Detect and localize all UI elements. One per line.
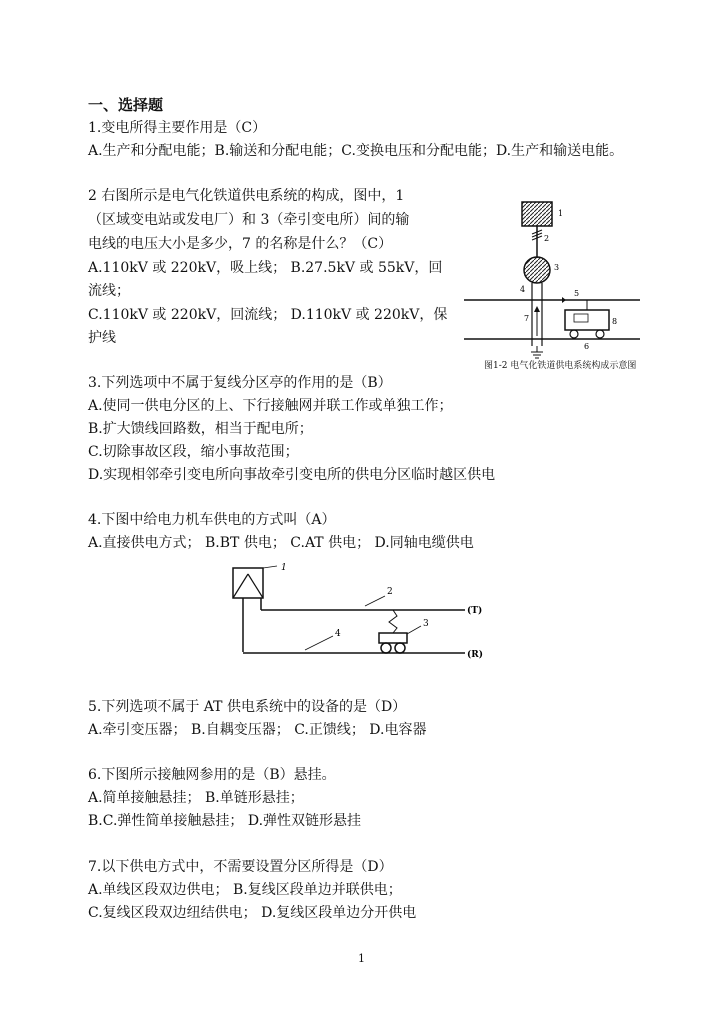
locomotive xyxy=(379,633,407,643)
q2-line: （区域变电站或发电厂）和 3（牵引变电所）间的输 xyxy=(88,212,410,228)
substation-box xyxy=(233,568,263,598)
figure-label: 4 xyxy=(520,285,526,294)
q3-option: D.实现相邻牵引变电所向事故牵引变电所的供电分区临时越区供电 xyxy=(88,467,496,483)
q2-line: C.110kV 或 220kV，回流线； D.110kV 或 220kV，保 xyxy=(88,307,448,323)
q5-options: A.牵引变压器； B.自耦变压器； C.正馈线； D.电容器 xyxy=(88,722,427,738)
q6-option: A.简单接触悬挂； B.单链形悬挂； xyxy=(88,790,304,806)
q7-option: A.单线区段双边供电； B.复线区段单边并联供电； xyxy=(88,882,402,898)
r-line-label: (R) xyxy=(467,650,483,660)
q3-option: C.切除事故区段，缩小事故范围； xyxy=(88,444,299,460)
q2-figure xyxy=(462,196,642,376)
t-line-label: (T) xyxy=(467,606,483,616)
q2-line: 护线 xyxy=(88,330,116,346)
q5-stem: 5.下列选项不属于 AT 供电系统中的设备的是（D） xyxy=(88,699,407,715)
q6-option: B.C.弹性简单接触悬挂； D.弹性双链形悬挂 xyxy=(88,813,362,829)
figure-label: 2 xyxy=(387,587,393,597)
q4-options: A.直接供电方式； B.BT 供电； C.AT 供电； D.同轴电缆供电 xyxy=(88,535,474,551)
q6-stem: 6.下图所示接触网参用的是（B）悬挂。 xyxy=(88,767,336,783)
figure-label: 7 xyxy=(524,314,530,323)
q4-stem: 4.下图中给电力机车供电的方式叫（A） xyxy=(88,512,336,528)
q7-stem: 7.以下供电方式中，不需要设置分区所得是（D） xyxy=(88,859,393,875)
q7-option: C.复线区段双边纽结供电； D.复线区段单边分开供电 xyxy=(88,905,417,921)
q2-line: A.110kV 或 220kV，吸上线； B.27.5kV 或 55kV，回 xyxy=(88,260,443,276)
figure-label: 4 xyxy=(335,629,341,639)
q2-line: 流线； xyxy=(88,283,130,299)
q3-stem: 3.下列选项中不属于复线分区亭的作用的是（B） xyxy=(88,375,392,391)
page-number: 1 xyxy=(358,952,365,965)
q1-options: A.生产和分配电能；B.输送和分配电能；C.变换电压和分配电能；D.生产和输送电能。 xyxy=(88,143,624,159)
power-plant-box xyxy=(522,202,552,226)
section-title: 一、选择题 xyxy=(88,96,164,114)
figure-label: 3 xyxy=(423,619,429,629)
figure-label: 6 xyxy=(584,342,590,351)
traction-substation xyxy=(524,257,550,283)
figure-label: 1 xyxy=(281,563,287,573)
figure-label: 2 xyxy=(544,234,550,243)
locomotive xyxy=(565,310,609,330)
figure-label: 1 xyxy=(558,209,564,218)
q1-stem: 1.变电所得主要作用是（C） xyxy=(88,120,267,136)
figure-label: 8 xyxy=(612,317,618,326)
figure-label: 5 xyxy=(574,289,580,298)
q3-option: A.使同一供电分区的上、下行接触网并联工作或单独工作； xyxy=(88,398,453,414)
q2-figure-caption: 图1-2 电气化铁道供电系统构成示意图 xyxy=(484,361,637,371)
q3-option: B.扩大馈线回路数，相当于配电所； xyxy=(88,421,313,437)
q2-line: 2 右图所示是电气化铁道供电系统的构成，图中，1 xyxy=(88,188,405,204)
q2-line: 电线的电压大小是多少，7 的名称是什么？（C） xyxy=(88,236,393,252)
q4-figure xyxy=(225,560,495,665)
figure-label: 3 xyxy=(554,263,560,272)
